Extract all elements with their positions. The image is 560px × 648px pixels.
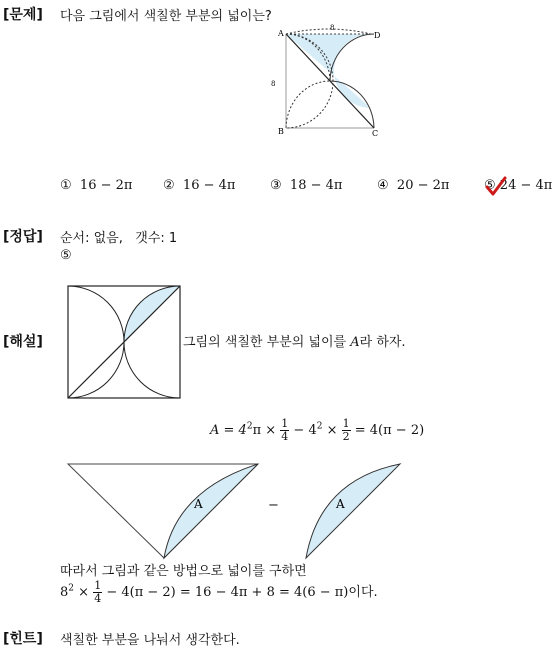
hint-tag: [힌트] bbox=[3, 631, 43, 647]
label-c: C bbox=[372, 129, 379, 138]
answer-tag: [정답] bbox=[3, 229, 43, 245]
explanation-tag: [해설] bbox=[3, 334, 43, 350]
problem-figure bbox=[268, 24, 388, 142]
label-a: A bbox=[278, 29, 284, 38]
label-d: D bbox=[374, 31, 381, 40]
problem-question: 다음 그림에서 색칠한 부분의 넓이는? bbox=[60, 9, 272, 24]
choice-2[interactable]: ② 16 − 4π bbox=[163, 178, 236, 193]
label-b: B bbox=[278, 127, 284, 136]
region-label-right: A bbox=[336, 497, 345, 511]
explanation-intro: 그림의 색칠한 부분의 넓이를 A라 하자. bbox=[183, 335, 406, 350]
side-label-left: 8 bbox=[271, 80, 276, 88]
region-label-left: A bbox=[194, 497, 203, 511]
choice-1[interactable]: ① 16 − 2π bbox=[60, 178, 133, 193]
choice-5[interactable]: ⑤ 24 − 4π bbox=[484, 178, 553, 193]
hint-text: 색칠한 부분을 나눠서 생각한다. bbox=[60, 633, 240, 648]
checkmark-icon bbox=[484, 175, 508, 197]
final-equation: $8^2$ × $\frac{1}{4}$ − 4(π − 2) = 16 − 4π + 8 = 4(6 − π)이다. bbox=[60, 579, 378, 605]
equation-area: $A = 4^2\pi$ × $\frac{1}{4}$ − $4^2$ × $\frac{1}{2}$ = 4(π − 2) bbox=[210, 417, 425, 443]
triangle-figure bbox=[66, 460, 262, 560]
conclusion-text: 따라서 그림과 같은 방법으로 넓이를 구하면 bbox=[60, 564, 307, 579]
explanation-figure-square bbox=[66, 284, 182, 400]
choice-3[interactable]: ③ 18 − 4π bbox=[270, 178, 343, 193]
segment-figure bbox=[300, 460, 404, 560]
problem-tag: [문제] bbox=[3, 7, 43, 23]
choice-4[interactable]: ④ 20 − 2π bbox=[377, 178, 450, 193]
side-label-top: 8 bbox=[330, 24, 335, 32]
shaded-region-top bbox=[286, 34, 335, 71]
answer-value: ⑤ bbox=[60, 248, 72, 263]
minus-sign: − bbox=[268, 498, 279, 513]
answer-line: 순서: 없음, 갯수: 1 bbox=[60, 231, 178, 246]
